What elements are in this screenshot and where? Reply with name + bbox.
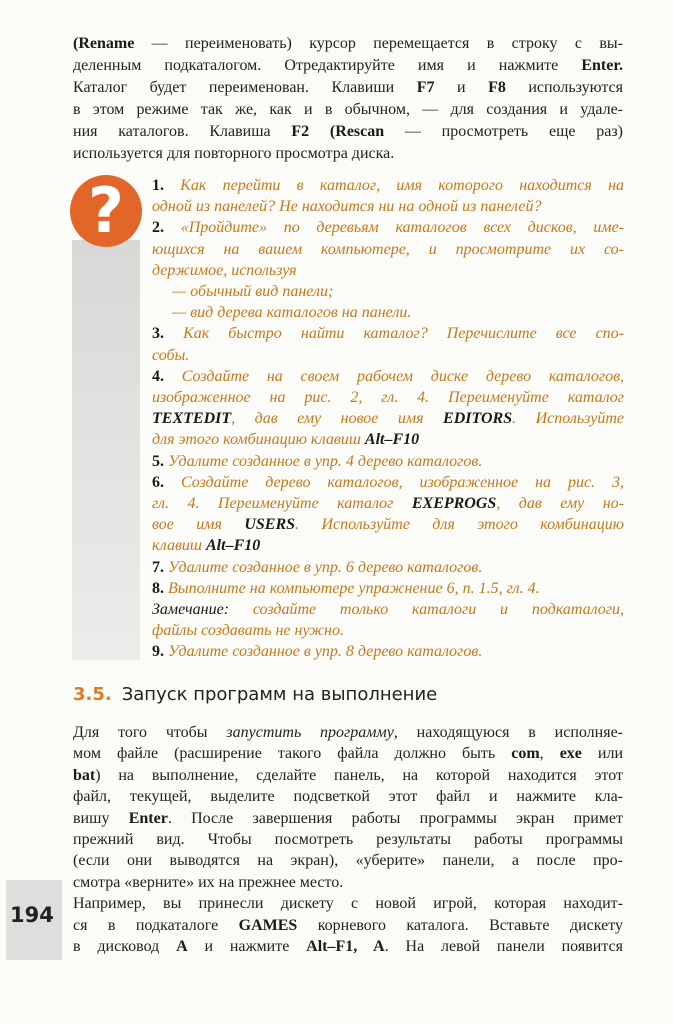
text-span: Замечание:: [152, 601, 230, 618]
text-line: [152, 303, 644, 323]
text-span: гл. 4. Переименуйте каталог: [152, 495, 412, 512]
text-line: [73, 144, 623, 164]
text-line: [152, 282, 644, 302]
text-line: [73, 937, 623, 957]
text-span: держимое, используя: [152, 261, 297, 279]
text-line: [152, 600, 624, 620]
text-span: изображенное на рис. 2, гл. 4. Переименуйте каталог: [152, 389, 624, 406]
text-span: 4.: [152, 367, 182, 385]
text-line: [152, 346, 624, 366]
text-span: Удалите созданное в упр. 4 дерево каталогов.: [168, 452, 483, 470]
text-span: Alt–F10: [206, 537, 261, 555]
text-line: [73, 744, 623, 764]
text-span: A: [176, 938, 188, 955]
text-span: . Используйте для этого комбинацию: [295, 516, 625, 534]
text-span: . Используйте: [512, 410, 625, 428]
text-span: используется для повторного просмотра диска.: [73, 145, 395, 162]
text-span: Alt–F1, A: [306, 938, 385, 955]
text-line: [152, 197, 624, 217]
text-span: ся в подкаталоге: [73, 916, 239, 934]
text-span: файлы создавать не нужно.: [152, 622, 344, 640]
text-line: [152, 536, 624, 556]
text-span: bat: [73, 766, 96, 784]
text-span: или: [581, 745, 624, 763]
text-span: «Пройдите» по деревьям каталогов всех дисков, име-: [180, 219, 625, 237]
page-number: 194: [10, 903, 54, 927]
text-line: [73, 809, 623, 829]
section-heading: [73, 684, 437, 705]
text-span: 3.: [152, 325, 184, 343]
text-span: Для того чтобы: [73, 724, 227, 741]
text-span: 2.: [152, 219, 181, 237]
text-span: — обычный вид панели;: [172, 283, 334, 300]
text-span: . После завершения работы программы экран примет: [167, 809, 624, 827]
text-span: собы.: [152, 346, 190, 364]
text-line: [152, 261, 624, 281]
text-span: F7: [416, 79, 435, 96]
text-line: [152, 558, 624, 578]
text-span: Удалите созданное в упр. 8 дерево каталогов.: [168, 643, 483, 661]
text-span: — переименовать) курсор перемещается в строку с вы-: [134, 35, 623, 52]
text-span: . На левой панели появится: [384, 938, 623, 955]
text-line: [152, 579, 624, 599]
text-line: [152, 473, 624, 493]
text-span: ) на выполнение, сделайте панель, на которой находится этот: [95, 766, 623, 784]
text-span: 1.: [152, 177, 181, 194]
text-span: в этом режиме так же, как и в обычном, — для создания и удале-: [73, 101, 623, 118]
text-span: 6.: [152, 473, 181, 491]
text-line: [73, 78, 623, 98]
text-span: Enter.: [581, 57, 623, 74]
text-span: Удалите созданное в упр. 6 дерево каталогов.: [168, 558, 483, 576]
text-span: exe: [559, 745, 582, 763]
text-span: — просмотреть еще раз): [384, 123, 624, 140]
text-span: F2 (Rescan: [291, 123, 385, 140]
text-span: создайте только каталоги и подкаталоги,: [229, 601, 624, 618]
text-line: [152, 409, 624, 429]
text-line: [152, 430, 624, 450]
text-line: [73, 873, 623, 893]
text-span: в дисковод: [73, 938, 177, 955]
text-span: , дав ему но-: [496, 495, 624, 512]
text-line: [73, 916, 623, 936]
text-span: Создайте на своем рабочем диске дерево каталогов,: [181, 367, 625, 385]
question-mark-icon: ?: [70, 175, 142, 247]
text-span: — вид дерева каталогов на панели.: [172, 304, 412, 322]
text-span: Как быстро найти каталог? Перечислите все спо-: [183, 325, 624, 343]
text-span: используются: [505, 79, 624, 96]
text-line: [73, 787, 623, 807]
text-line: [152, 176, 624, 196]
text-span: и нажмите: [187, 938, 307, 955]
text-span: F8: [488, 79, 506, 96]
text-line: [73, 851, 623, 871]
text-span: файл, текущей, выделите подсветкой этот файл и нажмите кла-: [73, 788, 623, 806]
text-line: [152, 621, 624, 641]
text-span: Например, вы принесли дискету с новой игрой, которая находит-: [73, 895, 623, 913]
text-span: и: [434, 79, 489, 96]
text-line: [152, 515, 624, 535]
text-line: [73, 766, 623, 786]
text-span: вое имя: [152, 516, 245, 534]
text-span: TEXTEDIT: [152, 410, 232, 428]
text-span: Каталог будет переименован. Клавиши: [73, 79, 417, 96]
text-line: [152, 218, 624, 238]
text-span: (если они выводятся на экран), «уберите» панели, а после про-: [73, 852, 623, 870]
text-span: ния каталогов. Клавиша: [73, 123, 292, 140]
text-span: (Rename: [73, 35, 135, 52]
text-span: для этого комбинацию клавиш: [152, 431, 365, 449]
text-line: [73, 723, 623, 743]
text-span: 9.: [152, 643, 168, 661]
section-number: 3.5.: [73, 684, 112, 705]
text-span: клавиш: [152, 537, 206, 555]
text-span: смотра «верните» их на прежнее место.: [73, 873, 344, 891]
text-span: Enter: [128, 809, 168, 827]
text-span: мом файле (расширение такого файла должно быть: [73, 745, 512, 763]
text-line: [152, 240, 624, 260]
text-line: [152, 324, 624, 344]
text-span: GAMES: [238, 916, 298, 934]
text-span: , дав ему новое имя: [231, 410, 444, 428]
text-line: [73, 34, 623, 54]
text-span: ющихся на вашем компьютере, и просмотрите их со-: [152, 240, 624, 258]
text-span: EDITORS: [443, 410, 513, 428]
text-line: [152, 494, 624, 514]
text-span: ,: [539, 745, 560, 763]
text-span: USERS: [244, 516, 296, 534]
question-sidebar-stripe: [72, 240, 140, 660]
text-line: [73, 56, 623, 76]
text-span: прежний вид. Чтобы посмотреть результаты работы программы: [73, 831, 623, 848]
text-span: , находящуюся в исполняе-: [393, 724, 624, 741]
text-span: Alt–F10: [364, 431, 420, 449]
text-line: [152, 642, 624, 662]
text-span: com: [511, 745, 540, 763]
text-span: Создайте дерево каталогов, изображенное на рис. 3,: [180, 473, 624, 491]
text-span: корневого каталога. Вставьте дискету: [297, 916, 623, 934]
text-span: Выполните на компьютере упражнение 6, п. 1.5, гл. 4.: [168, 579, 540, 597]
text-line: [152, 452, 624, 472]
text-line: [152, 388, 624, 408]
text-line: [73, 100, 623, 120]
text-line: [152, 367, 624, 387]
text-span: деленным подкаталогом. Отредактируйте имя и нажмите: [73, 57, 582, 74]
text-line: [73, 830, 623, 850]
text-span: одной из панелей? Не находится ни на одной из панелей?: [152, 198, 542, 216]
text-line: [73, 122, 623, 142]
text-span: EXEPROGS: [411, 495, 497, 512]
text-span: вишу: [73, 809, 129, 827]
text-line: [73, 894, 623, 914]
section-title: Запуск программ на выполнение: [121, 684, 438, 705]
text-span: 7.: [152, 558, 168, 576]
text-span: 8.: [152, 579, 168, 597]
text-span: 5.: [152, 452, 168, 470]
text-span: запустить программу: [226, 724, 394, 741]
text-span: Как перейти в каталог, имя которого находится на: [180, 177, 625, 194]
